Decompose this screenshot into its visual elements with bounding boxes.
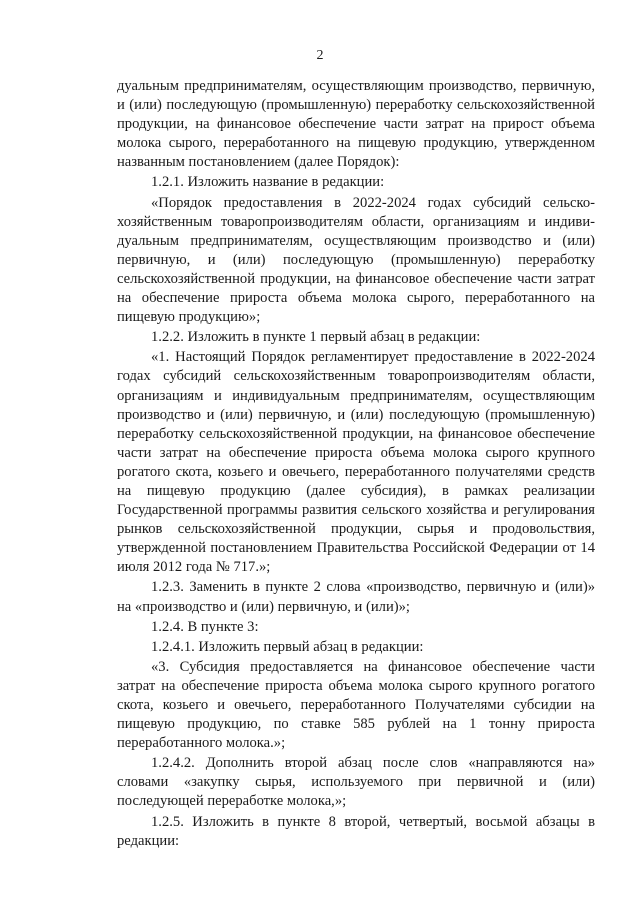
paragraph-continuation: дуальным предпринимателям, осуществляющим производство, первичную, и (или) последующую (промышленную) переработку сельскохозяйственной продукции, на финансовое обеспечение части затрат на прирост объема молока сырого, переработанного на пищевую продукцию, утвержденном названным постановлением (далее Порядок): xyxy=(117,78,595,171)
paragraph-1-2-2: 1.2.2. Изложить в пункте 1 первый абзац в редакции: xyxy=(151,329,481,346)
paragraph-quote-point-1: «1. Настоящий Порядок регламентирует предоставление в 2022-2024 годах субсидий сельскохозяйственным товаропроизводителям области, организациям и индивидуальным предпринимателям, осуществляющим производство и (или) первичную, и (или) последующую (промышленную) переработку сельскохозяйственной продукции, на финансовое обеспечение части затрат на обеспечение прироста объема молока сырого крупного рогатого скота, козьего и овечьего, переработанного получателями средств на пищевую продукцию (далее субсидия), в рамках реализации Государственной программы развития сельского хозяйства и регулирования рынков сельскохозяйственной продукции, сырья и продовольствия, утвержденной постановлением Правительства Российской Федерации от 14 июля 2012 года № 717.»; xyxy=(117,349,595,576)
paragraph-1-2-5: 1.2.5. Изложить в пункте 8 второй, четвертый, восьмой абзацы в редакции: xyxy=(117,813,595,849)
paragraph-1-2-4-1: 1.2.4.1. Изложить первый абзац в редакции: xyxy=(151,638,424,655)
document-body xyxy=(117,77,595,852)
paragraph-1-2-4-2: 1.2.4.2. Дополнить второй абзац после слов «направляются на» словами «закупку сырья, используемого при первичной и (или) последующей переработке молока,»; xyxy=(117,755,595,810)
paragraph-1-2-3: 1.2.3. Заменить в пункте 2 слова «производство, первичную и (или)» на «производство и (или) первичную, и (или)»; xyxy=(117,579,595,615)
paragraph-quote-title: «Порядок предоставления в 2022-2024 годах субсидий сельско-хозяйственным товаропроизводителям области, организациям и индиви-дуальным предпринимателям, осуществляющим производство и (или) первичную, и (или) последующую (промышленную) переработку сельскохозяйственной продукции, на финансовое обеспечение части затрат на обеспечение прироста объема молока сырого, переработанного на пищевую продукцию»; xyxy=(117,194,595,326)
paragraph-1-2-4: 1.2.4. В пункте 3: xyxy=(151,618,259,635)
page-number: 2 xyxy=(316,48,324,63)
paragraph-quote-point-3: «3. Субсидия предоставляется на финансовое обеспечение части затрат на обеспечение прироста объема молока сырого крупного рогатого скота, козьего и овечьего, переработанного Получателями субсидии на пищевую продукцию, по ставке 585 рублей на 1 тонну прироста переработанного молока.»; xyxy=(117,658,595,752)
paragraph-1-2-1: 1.2.1. Изложить название в редакции: xyxy=(151,174,385,191)
